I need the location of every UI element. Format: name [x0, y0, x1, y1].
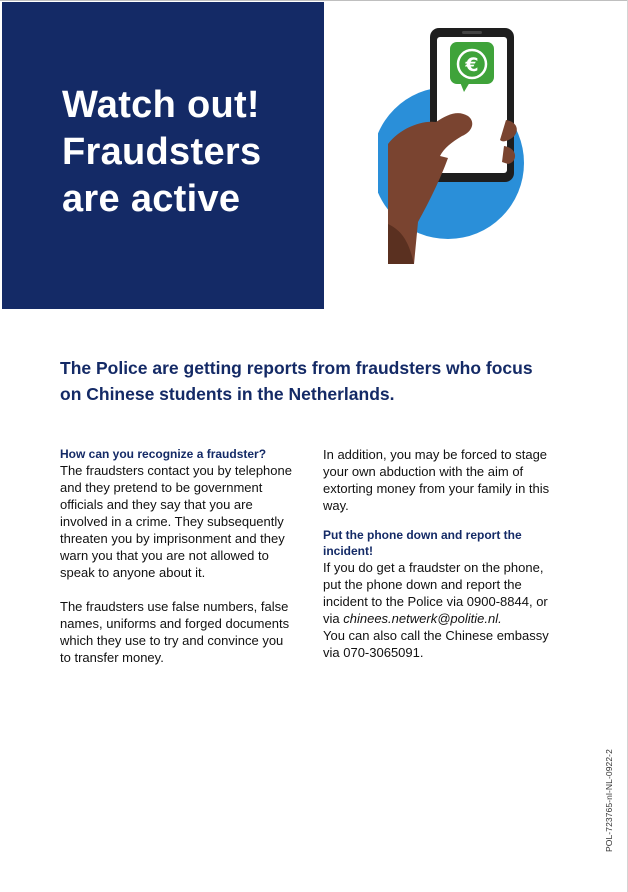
frame-top-border	[0, 0, 628, 1]
left-paragraph-1: The fraudsters contact you by telephone and they pretend to be government officials and they say that you are involved in a crime. They subsequently threaten you by imprisonment and they warn you that you are not allowed to speak to anyone about it.	[60, 463, 292, 580]
right-column	[323, 446, 563, 661]
euro-symbol: €	[465, 54, 479, 76]
report-paragraph	[323, 559, 563, 661]
right-paragraph-1: In addition, you may be forced to stage your own abduction with the aim of extorting money from your family in this way.	[323, 447, 550, 513]
report-text: If you do get a fraudster on the phone, put the phone down and report the incident to the Police via 0900-8844, or via	[323, 560, 548, 626]
recognize-heading: How can you recognize a fraudster?	[60, 447, 267, 461]
left-paragraph-2: The fraudsters use false numbers, false names, uniforms and forged documents which they use to try and convince you to transfer money.	[60, 599, 290, 665]
intro-text: The Police are getting reports from fraudsters who focus on Chinese students in the Netherlands.	[60, 358, 533, 404]
hero-title-line: are active	[62, 178, 241, 220]
phone-speaker	[462, 31, 482, 34]
hero-title-line: Fraudsters	[62, 131, 262, 173]
hero-title	[62, 82, 261, 223]
email-address: chinees.netwerk@politie.nl.	[343, 611, 502, 626]
document-code: POL-723765-nl-NL-0922-2	[604, 749, 614, 852]
hero-banner	[2, 2, 324, 309]
hero-title-line: Watch out!	[62, 84, 260, 126]
hand-phone-illustration	[378, 24, 528, 264]
embassy-text: You can also call the Chinese embassy via 070-3065091.	[323, 628, 549, 660]
report-heading: Put the phone down and report the incident!	[323, 528, 522, 558]
left-column	[60, 446, 296, 666]
